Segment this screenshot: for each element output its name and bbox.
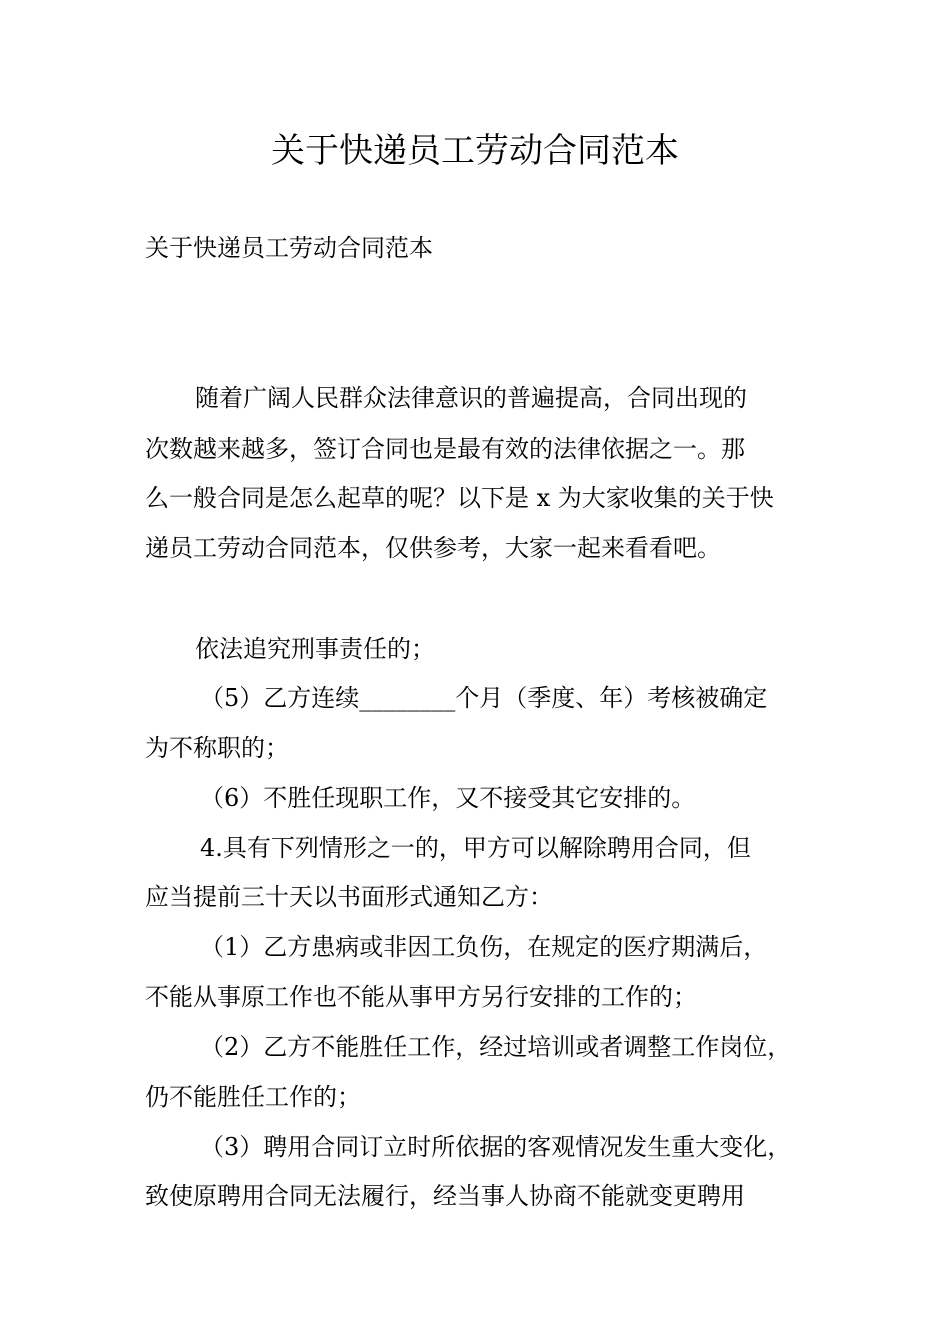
paragraph-line: 4.具有下列情形之一的，甲方可以解除聘用合同，但 [200, 834, 751, 862]
document-subtitle: 关于快递员工劳动合同范本 [145, 234, 433, 262]
paragraph-line: （6）不胜任现职工作，又不接受其它安排的。 [200, 784, 696, 812]
paragraph-line: 仍不能胜任工作的； [145, 1083, 361, 1111]
paragraph-line: （1）乙方患病或非因工负伤，在规定的医疗期满后， [200, 933, 768, 961]
paragraph-line: 么一般合同是怎么起草的呢？以下是 x 为大家收集的关于快 [145, 484, 774, 512]
paragraph-line: （5）乙方连续________个月（季度、年）考核被确定 [200, 684, 768, 712]
document-title: 关于快递员工劳动合同范本 [271, 131, 679, 171]
paragraph-line: 应当提前三十天以书面形式通知乙方： [145, 883, 553, 911]
paragraph-line: 递员工劳动合同范本，仅供参考，大家一起来看看吧。 [145, 534, 721, 562]
paragraph-line: （3）聘用合同订立时所依据的客观情况发生重大变化， [200, 1133, 792, 1161]
paragraph-line: （2）乙方不能胜任工作，经过培训或者调整工作岗位， [200, 1033, 792, 1061]
paragraph-line: 为不称职的； [145, 734, 289, 762]
paragraph-line: 随着广阔人民群众法律意识的普遍提高，合同出现的 [195, 384, 747, 412]
paragraph-line: 次数越来越多，签订合同也是最有效的法律依据之一。那 [145, 435, 745, 463]
paragraph-line: 致使原聘用合同无法履行，经当事人协商不能就变更聘用 [145, 1182, 745, 1210]
paragraph-line: 不能从事原工作也不能从事甲方另行安排的工作的； [145, 983, 697, 1011]
paragraph-line: 依法追究刑事责任的； [195, 635, 435, 663]
